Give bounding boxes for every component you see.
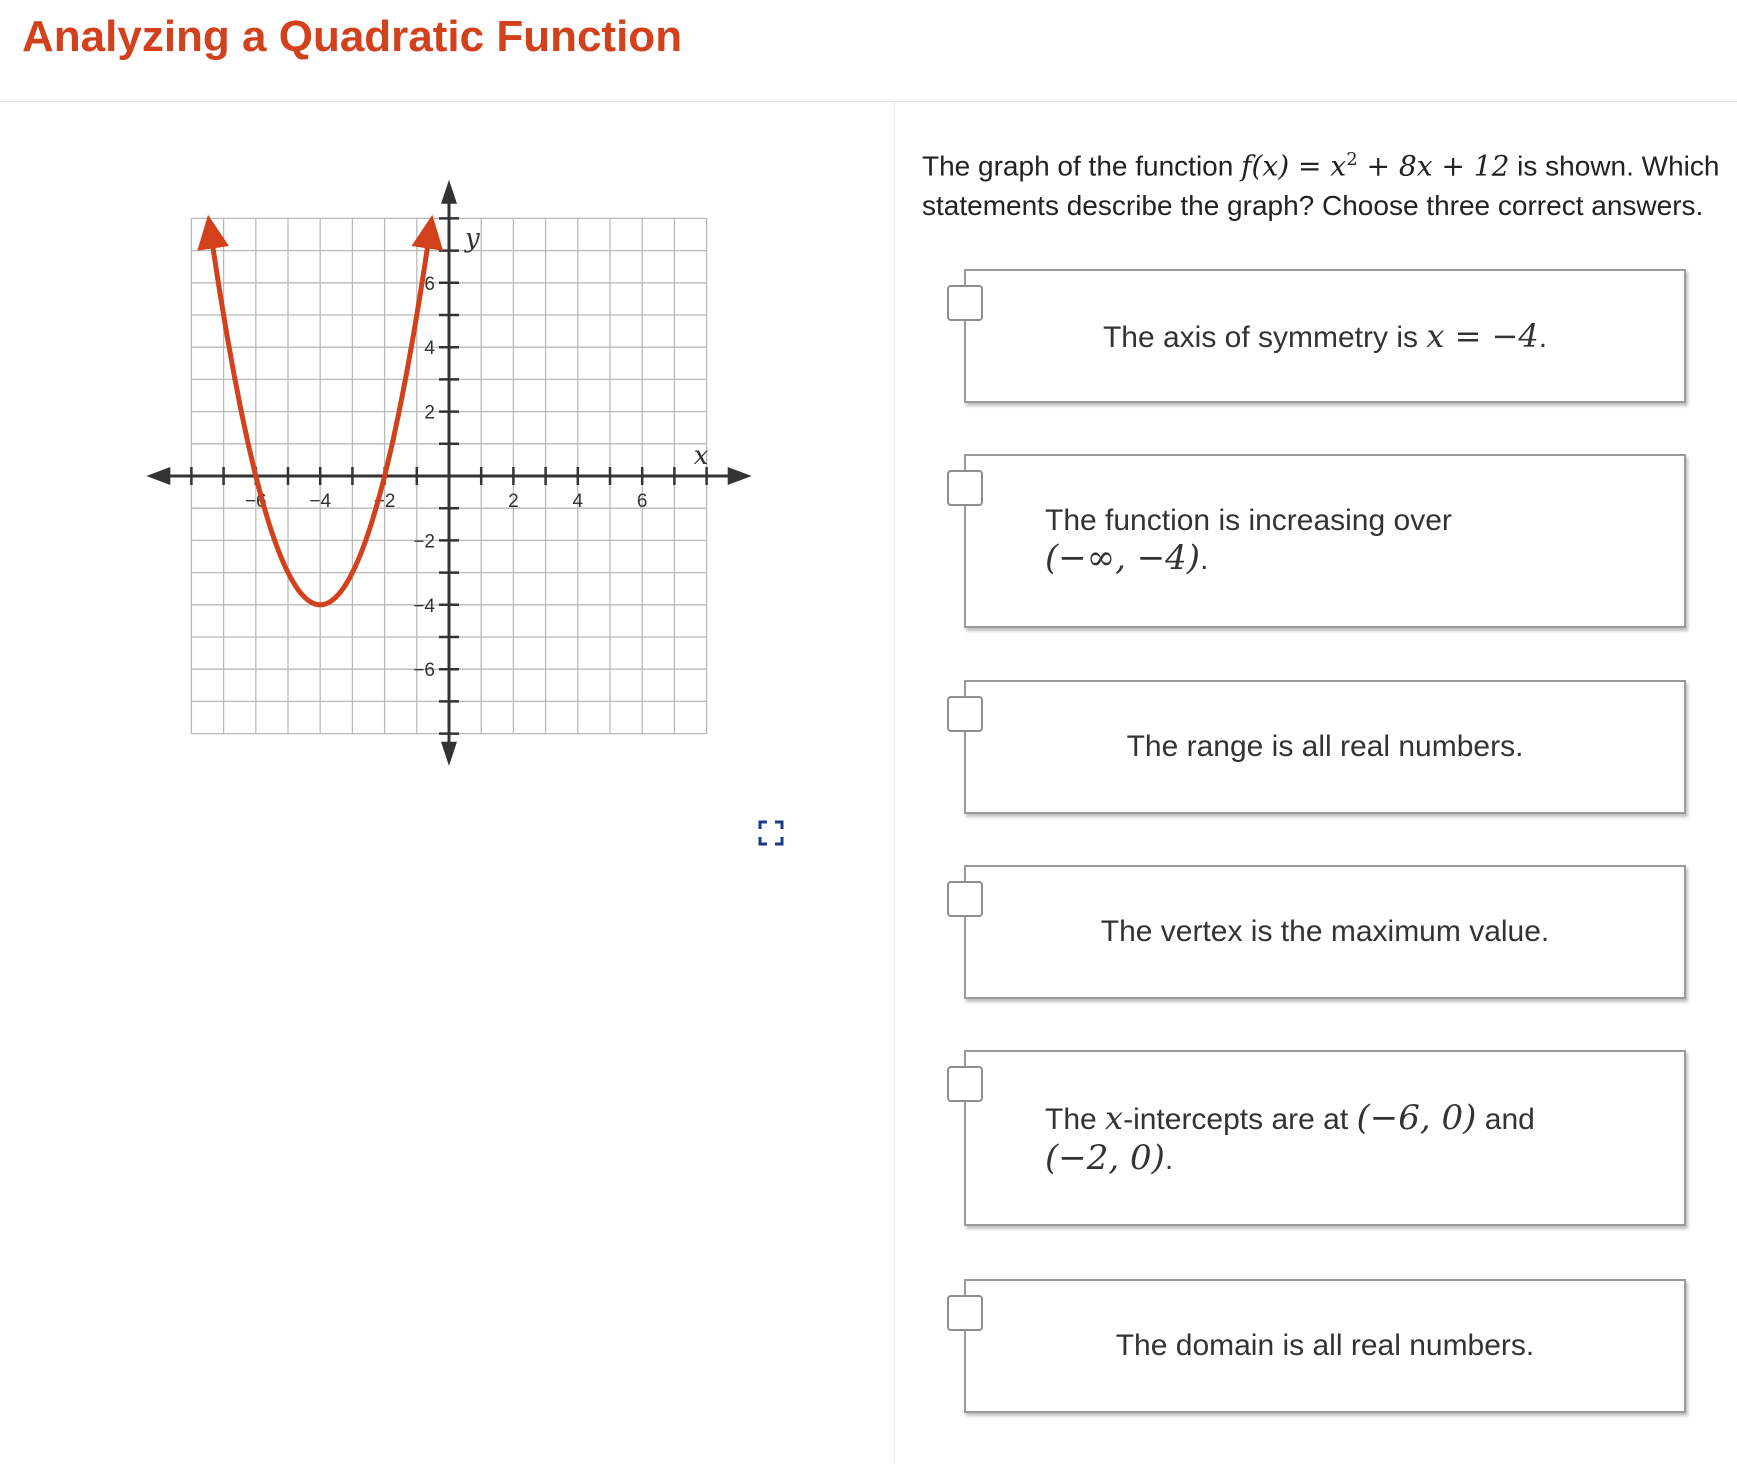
prompt-func: f(x) xyxy=(1241,149,1290,183)
answer-option-x-intercepts[interactable] xyxy=(964,1050,1686,1226)
option-label xyxy=(1045,504,1605,578)
y-tick-label: −2 xyxy=(413,531,435,553)
tick-labels xyxy=(245,224,709,682)
x-axis-arrow-left xyxy=(146,467,170,485)
prompt-after: is shown. Which statements describe the graph? Choose three correct answers. xyxy=(922,150,1720,222)
x-axis-arrow-right xyxy=(728,467,752,485)
y-tick-label: −4 xyxy=(413,595,435,617)
answer-option-range[interactable] xyxy=(964,680,1686,814)
option-text-end: . xyxy=(1164,1143,1174,1176)
answer-option-axis-of-symmetry[interactable] xyxy=(964,269,1686,403)
question-prompt xyxy=(922,140,1732,226)
x-tick-label: −6 xyxy=(244,491,267,512)
option-label: The range is all real numbers. xyxy=(1126,730,1524,763)
column-divider xyxy=(894,102,895,1464)
x-tick-label: 4 xyxy=(572,491,584,512)
option-text: The xyxy=(1045,1103,1106,1136)
option-label xyxy=(1045,1098,1605,1178)
y-axis-arrow-up xyxy=(441,180,457,204)
x-tick-label: 2 xyxy=(508,491,519,512)
option-text-mid-2: and xyxy=(1476,1103,1535,1136)
axes xyxy=(146,180,751,766)
option-checkbox-3[interactable] xyxy=(947,696,983,732)
option-math: x xyxy=(1105,1099,1124,1137)
option-checkbox-5[interactable] xyxy=(947,1066,983,1102)
option-text-end: . xyxy=(1200,543,1209,576)
option-label: The domain is all real numbers. xyxy=(1115,1329,1535,1362)
x-tick-label: 6 xyxy=(636,491,648,512)
answer-option-increasing-interval[interactable] xyxy=(964,454,1686,628)
option-checkbox-1[interactable] xyxy=(947,285,983,321)
prompt-eq: = x xyxy=(1289,149,1347,183)
quadratic-graph xyxy=(0,102,894,842)
option-text: The axis of symmetry is xyxy=(1102,321,1427,354)
prompt-exponent: 2 xyxy=(1346,149,1358,170)
option-checkbox-2[interactable] xyxy=(947,470,983,506)
y-tick-label: −6 xyxy=(413,660,435,682)
option-math: (−∞, −4) xyxy=(1045,538,1201,578)
y-tick-label: 4 xyxy=(424,338,435,360)
page-title: Analyzing a Quadratic Function xyxy=(22,12,683,61)
prompt-rest: + 8x + 12 xyxy=(1357,149,1510,183)
y-axis-label: y xyxy=(465,223,480,254)
prompt-before: The graph of the function xyxy=(922,150,1242,182)
option-text-mid: -intercepts are at xyxy=(1123,1103,1357,1136)
option-label xyxy=(1103,317,1547,355)
option-text: The function is increasing over xyxy=(1045,504,1452,537)
option-label: The vertex is the maximum value. xyxy=(1100,915,1550,948)
answer-option-vertex-maximum[interactable] xyxy=(964,865,1686,999)
x-tick-label: −2 xyxy=(373,491,396,512)
option-math: x = −4 xyxy=(1426,317,1539,355)
option-math-2: (−6, 0) xyxy=(1356,1098,1477,1138)
answer-option-domain[interactable] xyxy=(964,1279,1686,1413)
option-math-3: (−2, 0) xyxy=(1045,1138,1165,1178)
y-axis-arrow-down xyxy=(441,742,457,766)
y-tick-label: 6 xyxy=(424,273,435,295)
x-tick-label: −4 xyxy=(309,491,332,512)
y-tick-label: 2 xyxy=(424,402,435,424)
option-text-end: . xyxy=(1538,321,1548,354)
expand-icon[interactable] xyxy=(758,820,784,846)
option-checkbox-6[interactable] xyxy=(947,1295,983,1331)
x-axis-label: x xyxy=(693,441,709,471)
option-checkbox-4[interactable] xyxy=(947,881,983,917)
